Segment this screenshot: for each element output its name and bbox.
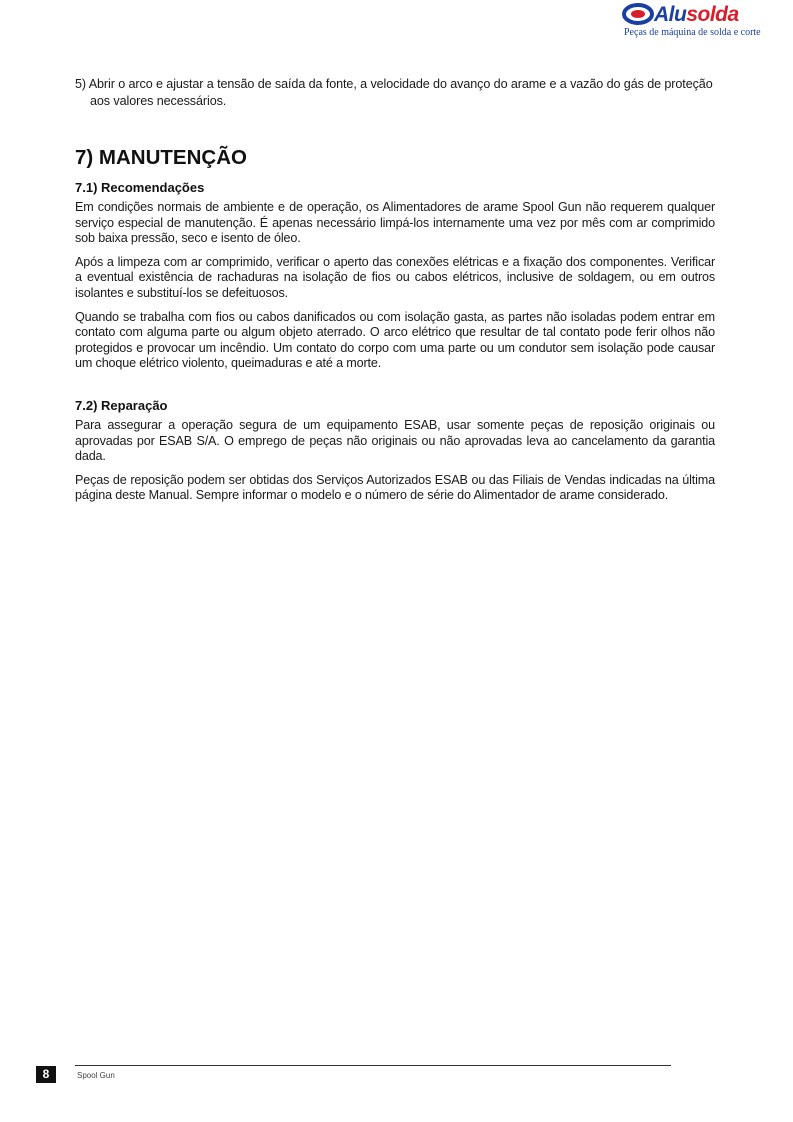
logo-swoosh-icon	[622, 2, 658, 26]
footer-divider	[75, 1065, 671, 1066]
paragraph: Para assegurar a operação segura de um equipamento ESAB, usar somente peças de reposição originais ou aprovadas por ESAB S/A. O emprego de peças não originais ou não aprovadas leva ao cancelamento da garantia dada.	[75, 417, 715, 464]
subsection-title-recomendacoes: 7.1) Recomendações	[75, 180, 205, 195]
paragraph: Quando se trabalha com fios ou cabos danificados ou com isolação gasta, as partes não isoladas podem entrar em contato com alguma parte ou algum objeto aterrado. O arco elétrico que resultar de tal contato pode ferir olhos não protegidos e provocar um incêndio. Um contato do corpo com uma parte ou um condutor sem isolação pode causar um choque elétrico violento, queimaduras e até a morte.	[75, 309, 715, 371]
page-number: 8	[36, 1066, 56, 1083]
footer-document-label: Spool Gun	[77, 1071, 115, 1080]
logo-name-accent: solda	[686, 3, 739, 26]
page-content	[75, 76, 715, 512]
section-title: 7) MANUTENÇÃO	[75, 146, 247, 169]
paragraph: Em condições normais de ambiente e de operação, os Alimentadores de arame Spool Gun não requerem qualquer serviço especial de manutenção. É apenas necessário limpá-los internamente uma vez por mês com ar comprimido sob baixa pressão, seco e isento de óleo.	[75, 200, 715, 246]
subsection-title-reparacao: 7.2) Reparação	[75, 397, 168, 413]
logo-name-main: Alu	[654, 3, 687, 26]
alusolda-logo	[618, 0, 761, 42]
logo-name	[654, 3, 739, 27]
step-5-text: 5) Abrir o arco e ajustar a tensão de saída da fonte, a velocidade do avanço do arame e a vazão do gás de proteção aos valores necessários.	[75, 77, 713, 108]
logo-tagline: Peças de máquina de solda e corte	[624, 27, 761, 38]
paragraph: Após a limpeza com ar comprimido, verificar o aperto das conexões elétricas e a fixação dos componentes. Verificar a eventual existência de rachaduras na isolação de fios ou cabos elétricos, inclusive de soldagem, ou em outros isolantes e substituí-los se defeituosos.	[75, 254, 715, 300]
paragraph: Peças de reposição podem ser obtidas dos Serviços Autorizados ESAB ou das Filiais de Vendas indicadas na última página deste Manual. Sempre informar o modelo e o número de série do Alimentador de arame considerado.	[75, 472, 715, 503]
